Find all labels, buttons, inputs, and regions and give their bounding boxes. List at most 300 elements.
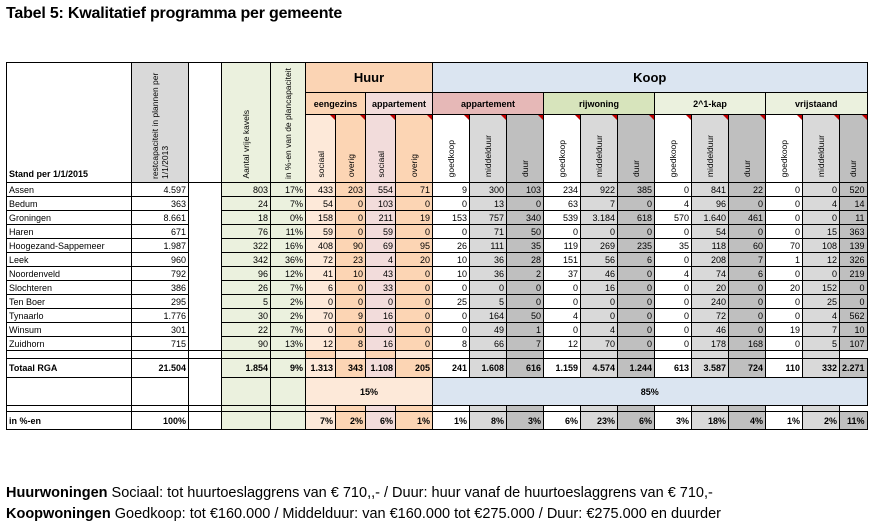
value-cell: 0: [396, 225, 433, 239]
huur-group-eengezins: eengezins: [306, 93, 366, 115]
value-cell: 0: [507, 295, 544, 309]
sub-header-label: goedkoop: [446, 139, 456, 177]
gemeente-name: Slochteren: [7, 281, 132, 295]
value-cell: 43: [366, 267, 396, 281]
spacer-cell: [433, 351, 470, 359]
kavels-value: 96: [222, 267, 271, 281]
value-cell: 66: [470, 337, 507, 351]
footer-huur: [6, 485, 713, 501]
value-cell: 0: [655, 281, 692, 295]
value-cell: 0: [618, 295, 655, 309]
koop-group-vrijstaand: vrijstaand: [766, 93, 868, 115]
value-cell: 0: [336, 323, 366, 337]
spacer-cell: [189, 239, 222, 253]
huur-share: 15%: [306, 378, 433, 406]
value-cell: 0: [618, 309, 655, 323]
value-cell: 0: [396, 281, 433, 295]
value-cell: 8: [336, 337, 366, 351]
spacer-cell: [507, 351, 544, 359]
kavels-value: 18: [222, 211, 271, 225]
value-cell: 4: [544, 309, 581, 323]
kavels-value: 22: [222, 323, 271, 337]
pct-value: 1%: [766, 412, 803, 430]
spacer-cell: [396, 351, 433, 359]
spacer-cell: [189, 351, 222, 359]
value-cell: 50: [507, 309, 544, 323]
value-cell: 0: [544, 225, 581, 239]
gemeente-name: Tynaarlo: [7, 309, 132, 323]
value-cell: 461: [729, 211, 766, 225]
program-table: [6, 62, 868, 430]
value-cell: 178: [692, 337, 729, 351]
share-empty: [132, 378, 189, 406]
value-cell: 103: [366, 197, 396, 211]
value-cell: 118: [692, 239, 729, 253]
value-cell: 0: [507, 197, 544, 211]
value-cell: 0: [396, 309, 433, 323]
value-cell: 36: [470, 253, 507, 267]
value-cell: 0: [766, 267, 803, 281]
value-cell: 20: [396, 253, 433, 267]
value-cell: 0: [336, 281, 366, 295]
spacer-cell: [189, 211, 222, 225]
value-cell: 0: [655, 183, 692, 197]
value-cell: 0: [396, 267, 433, 281]
value-cell: 9: [336, 309, 366, 323]
value-cell: 0: [433, 309, 470, 323]
value-cell: 240: [692, 295, 729, 309]
value-cell: 8: [433, 337, 470, 351]
value-cell: 96: [692, 197, 729, 211]
spacer-cell: [470, 351, 507, 359]
pct-value: 6%: [618, 412, 655, 430]
value-cell: 0: [766, 295, 803, 309]
spacer-cell: [581, 351, 618, 359]
value-cell: 0: [840, 281, 868, 295]
value-cell: 139: [840, 239, 868, 253]
sub-header: [766, 115, 803, 183]
sub-header-label: goedkoop: [779, 139, 789, 177]
spacer-cell: [189, 323, 222, 337]
sub-header: [433, 115, 470, 183]
value-cell: 363: [840, 225, 868, 239]
value-cell: 6: [306, 281, 336, 295]
table-row: [7, 267, 868, 281]
value-cell: 90: [336, 239, 366, 253]
value-cell: 0: [803, 211, 840, 225]
share-empty: [271, 378, 306, 406]
gemeente-name: Haren: [7, 225, 132, 239]
koop-group-appartement: appartement: [433, 93, 544, 115]
restcap-value: 1.776: [132, 309, 189, 323]
spacer-cell: [366, 351, 396, 359]
sub-header-label: middelduur: [816, 134, 826, 177]
sub-header: [729, 115, 766, 183]
sub-header: [618, 115, 655, 183]
spacer-cell: [544, 351, 581, 359]
kavels-value: 1.854: [222, 359, 271, 378]
koop-group-2-1-kap: 2^1-kap: [655, 93, 766, 115]
value-cell: 205: [396, 359, 433, 378]
share-empty: [7, 378, 132, 406]
value-cell: 385: [618, 183, 655, 197]
kavels-value: 24: [222, 197, 271, 211]
gemeente-name: Hoogezand-Sappemeer: [7, 239, 132, 253]
value-cell: 0: [396, 197, 433, 211]
value-cell: 0: [306, 323, 336, 337]
value-cell: 343: [336, 359, 366, 378]
value-cell: 10: [840, 323, 868, 337]
value-cell: 0: [544, 295, 581, 309]
spacer-cell: [189, 267, 222, 281]
value-cell: 71: [470, 225, 507, 239]
value-cell: 69: [366, 239, 396, 253]
value-cell: 4.574: [581, 359, 618, 378]
value-cell: 20: [766, 281, 803, 295]
spacer-cell: [189, 225, 222, 239]
sub-header: [306, 115, 336, 183]
kavels-value: 322: [222, 239, 271, 253]
value-cell: 0: [729, 197, 766, 211]
value-cell: 110: [766, 359, 803, 378]
value-cell: 0: [396, 337, 433, 351]
value-cell: 74: [692, 267, 729, 281]
value-cell: 1: [507, 323, 544, 337]
value-cell: 164: [470, 309, 507, 323]
value-cell: 0: [366, 323, 396, 337]
restcap-value: 4.597: [132, 183, 189, 197]
value-cell: 219: [840, 267, 868, 281]
pct-plan-value: 13%: [271, 337, 306, 351]
sub-header: [840, 115, 868, 183]
value-cell: 28: [507, 253, 544, 267]
value-cell: 0: [766, 183, 803, 197]
pct-row-label: in %-en: [7, 412, 132, 430]
pct-plan-value: 7%: [271, 281, 306, 295]
sub-header-label: sociaal: [315, 150, 326, 177]
footer-koop-text: Goedkoop: tot €160.000 / Middelduur: van €160.000 tot €275.000 / Duur: €275.000 en duurder: [110, 506, 721, 522]
spacer-cell: [189, 412, 222, 430]
value-cell: 0: [618, 197, 655, 211]
value-cell: 54: [692, 225, 729, 239]
value-cell: 326: [840, 253, 868, 267]
total-row: [7, 359, 868, 378]
pct-value: 7%: [306, 412, 336, 430]
value-cell: 20: [692, 281, 729, 295]
value-cell: 433: [306, 183, 336, 197]
koop-share: 85%: [433, 378, 868, 406]
kavels-value: 26: [222, 281, 271, 295]
pct-plan-value: 16%: [271, 239, 306, 253]
value-cell: 203: [336, 183, 366, 197]
value-cell: 618: [618, 211, 655, 225]
value-cell: 0: [729, 323, 766, 337]
value-cell: 0: [396, 295, 433, 309]
value-cell: 0: [766, 309, 803, 323]
kavels-header: [222, 63, 271, 183]
pct-plan-value: 2%: [271, 309, 306, 323]
sub-header-label: goedkoop: [557, 139, 567, 177]
value-cell: 153: [433, 211, 470, 225]
restcap-header: [132, 63, 189, 183]
value-cell: 70: [581, 337, 618, 351]
value-cell: 539: [544, 211, 581, 225]
value-cell: 613: [655, 359, 692, 378]
gemeente-name: Totaal RGA: [7, 359, 132, 378]
value-cell: 0: [544, 323, 581, 337]
value-cell: 0: [366, 295, 396, 309]
pct-value: 1%: [433, 412, 470, 430]
table-row: [7, 183, 868, 197]
value-cell: 0: [729, 295, 766, 309]
value-cell: 0: [470, 281, 507, 295]
gemeente-name: Groningen: [7, 211, 132, 225]
sub-header: [470, 115, 507, 183]
value-cell: 570: [655, 211, 692, 225]
value-cell: 16: [366, 337, 396, 351]
value-cell: 0: [655, 323, 692, 337]
value-cell: 12: [803, 253, 840, 267]
value-cell: 7: [803, 323, 840, 337]
sub-header-label: sociaal: [375, 150, 386, 177]
value-cell: 15: [803, 225, 840, 239]
kavels-label: Aantal vrije kavels: [241, 110, 251, 179]
spacer-cell: [189, 295, 222, 309]
pct-value: 3%: [507, 412, 544, 430]
restcap-value: 295: [132, 295, 189, 309]
value-cell: 22: [729, 183, 766, 197]
value-cell: 1.608: [470, 359, 507, 378]
spacer-cell: [306, 351, 336, 359]
value-cell: 107: [840, 337, 868, 351]
value-cell: 0: [306, 295, 336, 309]
value-cell: 616: [507, 359, 544, 378]
koop-header: Koop: [433, 63, 868, 93]
pct-value: 6%: [366, 412, 396, 430]
sub-header: [803, 115, 840, 183]
spacer-cell: [692, 351, 729, 359]
value-cell: 0: [336, 211, 366, 225]
restcap-value: 363: [132, 197, 189, 211]
spacer-cell: [189, 197, 222, 211]
pct-value: 6%: [544, 412, 581, 430]
value-cell: 111: [470, 239, 507, 253]
pct-plan-value: 7%: [271, 323, 306, 337]
value-cell: 6: [618, 253, 655, 267]
value-cell: 0: [729, 309, 766, 323]
value-cell: 41: [306, 267, 336, 281]
value-cell: 2.271: [840, 359, 868, 378]
sub-header-label: goedkoop: [668, 139, 678, 177]
value-cell: 408: [306, 239, 336, 253]
value-cell: 562: [840, 309, 868, 323]
footer-huur-text: Sociaal: tot huurtoeslaggrens van € 710,,- / Duur: huur vanaf de huurtoeslaggrens van € 710,-: [107, 485, 713, 501]
value-cell: 0: [336, 225, 366, 239]
gemeente-name: Zuidhorn: [7, 337, 132, 351]
pct-value: 8%: [470, 412, 507, 430]
value-cell: 0: [618, 225, 655, 239]
value-cell: 168: [729, 337, 766, 351]
value-cell: 35: [507, 239, 544, 253]
pct-plan-value: 2%: [271, 295, 306, 309]
sub-header-label: duur: [631, 159, 641, 177]
value-cell: 0: [618, 337, 655, 351]
table-row: [7, 281, 868, 295]
value-cell: 1.244: [618, 359, 655, 378]
pct-value: 2%: [336, 412, 366, 430]
pct-value: 3%: [655, 412, 692, 430]
huur-group-appartement: appartement: [366, 93, 433, 115]
spacer-cell: [189, 378, 222, 406]
value-cell: 0: [433, 281, 470, 295]
spacer-cell: [189, 183, 222, 197]
value-cell: 0: [655, 253, 692, 267]
value-cell: 0: [766, 225, 803, 239]
spacer-cell: [803, 351, 840, 359]
value-cell: 841: [692, 183, 729, 197]
sub-header-label: overig: [409, 153, 419, 177]
sub-header: [692, 115, 729, 183]
pct-row-empty: [222, 412, 271, 430]
pct-plan-value: 36%: [271, 253, 306, 267]
value-cell: 757: [470, 211, 507, 225]
value-cell: 19: [766, 323, 803, 337]
value-cell: 0: [618, 281, 655, 295]
value-cell: 554: [366, 183, 396, 197]
restcap-value: 671: [132, 225, 189, 239]
value-cell: 0: [581, 309, 618, 323]
value-cell: 7: [729, 253, 766, 267]
value-cell: 1.640: [692, 211, 729, 225]
footer-huur-label: Huurwoningen: [6, 485, 108, 501]
value-cell: 5: [803, 337, 840, 351]
spacer-cell: [189, 281, 222, 295]
value-cell: 50: [507, 225, 544, 239]
sub-header: [655, 115, 692, 183]
value-cell: 234: [544, 183, 581, 197]
value-cell: 60: [729, 239, 766, 253]
value-cell: 0: [433, 197, 470, 211]
pct-value: 2%: [803, 412, 840, 430]
sub-header-label: duur: [520, 159, 530, 177]
value-cell: 4: [655, 197, 692, 211]
value-cell: 235: [618, 239, 655, 253]
value-cell: 241: [433, 359, 470, 378]
value-cell: 1.108: [366, 359, 396, 378]
value-cell: 103: [507, 183, 544, 197]
table-title: Tabel 5: Kwalitatief programma per gemeente: [6, 5, 343, 22]
value-cell: 35: [655, 239, 692, 253]
value-cell: 724: [729, 359, 766, 378]
value-cell: 59: [366, 225, 396, 239]
value-cell: 26: [433, 239, 470, 253]
table-row: [7, 337, 868, 351]
restcap-value: 1.987: [132, 239, 189, 253]
value-cell: 0: [840, 295, 868, 309]
value-cell: 0: [433, 225, 470, 239]
pct-row-empty: [271, 412, 306, 430]
pct-plan-value: 9%: [271, 359, 306, 378]
sub-header-label: overig: [345, 153, 356, 177]
table-row: [7, 253, 868, 267]
gemeente-name: Ten Boer: [7, 295, 132, 309]
kavels-value: 803: [222, 183, 271, 197]
value-cell: 4: [803, 197, 840, 211]
value-cell: 49: [470, 323, 507, 337]
value-cell: 19: [396, 211, 433, 225]
sub-header: [581, 115, 618, 183]
pct-plan-label: in %-en van de plancapaciteit: [283, 67, 293, 179]
value-cell: 4: [581, 323, 618, 337]
value-cell: 70: [306, 309, 336, 323]
value-cell: 10: [433, 267, 470, 281]
value-cell: 158: [306, 211, 336, 225]
value-cell: 36: [470, 267, 507, 281]
spacer-cell: [189, 309, 222, 323]
value-cell: 54: [306, 197, 336, 211]
value-cell: 10: [433, 253, 470, 267]
value-cell: 0: [766, 197, 803, 211]
value-cell: 0: [655, 337, 692, 351]
table-row: [7, 239, 868, 253]
value-cell: 520: [840, 183, 868, 197]
sub-header: [544, 115, 581, 183]
table-row: [7, 323, 868, 337]
spacer-cell: [132, 351, 189, 359]
value-cell: 16: [581, 281, 618, 295]
value-cell: 1.313: [306, 359, 336, 378]
restcap-value: 792: [132, 267, 189, 281]
footer-koop-label: Koopwoningen: [6, 506, 111, 522]
value-cell: 0: [803, 267, 840, 281]
value-cell: 0: [336, 197, 366, 211]
value-cell: 1.159: [544, 359, 581, 378]
restcap-value: 301: [132, 323, 189, 337]
value-cell: 108: [803, 239, 840, 253]
kavels-value: 76: [222, 225, 271, 239]
value-cell: 95: [396, 239, 433, 253]
value-cell: 0: [729, 225, 766, 239]
value-cell: 7: [581, 197, 618, 211]
value-cell: 0: [655, 309, 692, 323]
kavels-value: 342: [222, 253, 271, 267]
kavels-value: 90: [222, 337, 271, 351]
restcap-value: 21.504: [132, 359, 189, 378]
restcap-label: restcapaciteit in plannen per 1/1/2013: [150, 72, 170, 179]
pct-row: [7, 412, 868, 430]
value-cell: 46: [692, 323, 729, 337]
spacer-col: [189, 63, 222, 183]
table-row: [7, 211, 868, 225]
value-cell: 46: [581, 267, 618, 281]
footer-koop: [6, 506, 721, 522]
value-cell: 0: [766, 337, 803, 351]
pct-plan-value: 7%: [271, 197, 306, 211]
value-cell: 0: [396, 323, 433, 337]
sub-header: [396, 115, 433, 183]
spacer-cell: [189, 337, 222, 351]
sub-header: [366, 115, 396, 183]
value-cell: 56: [581, 253, 618, 267]
value-cell: 14: [840, 197, 868, 211]
value-cell: 151: [544, 253, 581, 267]
sub-header-label: duur: [848, 159, 859, 177]
spacer-cell: [766, 351, 803, 359]
huur-header: Huur: [306, 63, 433, 93]
value-cell: 25: [433, 295, 470, 309]
value-cell: 12: [544, 337, 581, 351]
value-cell: 63: [544, 197, 581, 211]
